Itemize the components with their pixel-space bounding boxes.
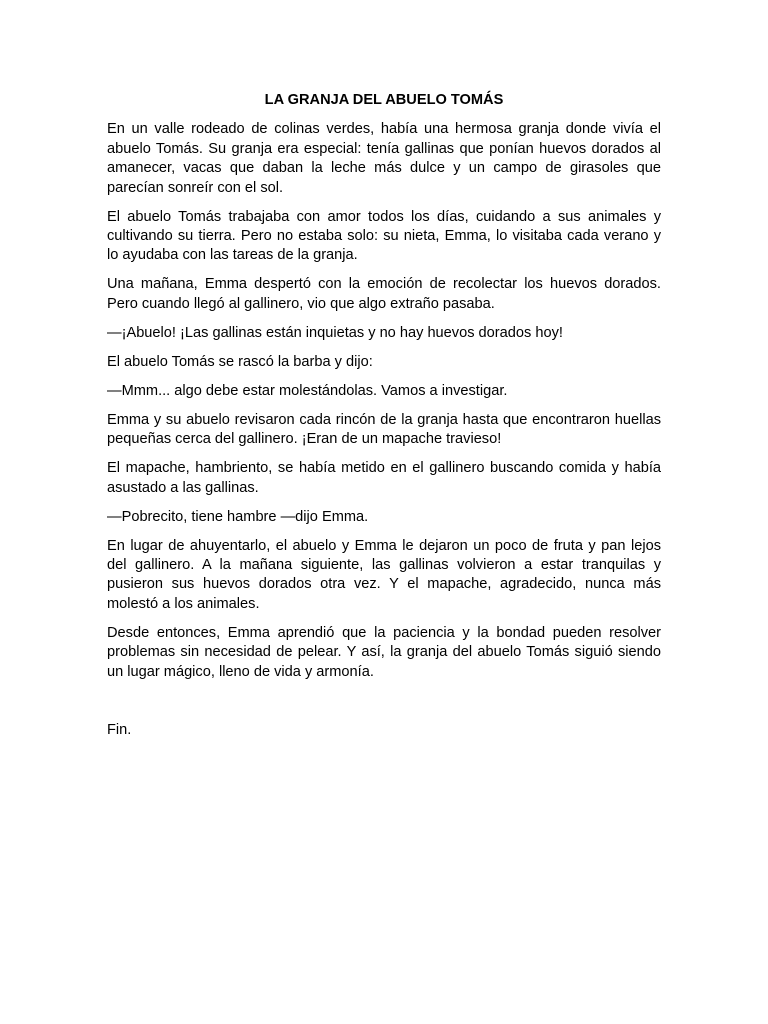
ending-text: Fin. (107, 722, 132, 739)
paragraph-6: —Mmm... algo debe estar molestándolas. Vamos a investigar. (107, 382, 508, 399)
document-title: LA GRANJA DEL ABUELO TOMÁS (264, 92, 504, 108)
paragraph-2: El abuelo Tomás trabajaba con amor todos los días, cuidando a sus animales y cultivando su tierra. Pero no estaba solo: su nieta, Emma, lo visitaba cada verano y lo ayudaba con las tareas de la granja. (107, 208, 661, 264)
paragraph-1: En un valle rodeado de colinas verdes, había una hermosa granja donde vivía el abuelo Tomás. Su granja era especial: tenía gallinas que ponían huevos dorados al amanecer, vacas que daban la leche más dulce y un campo de girasoles que parecían sonreír con el sol. (107, 121, 661, 196)
paragraph-3: Una mañana, Emma despertó con la emoción de recolectar los huevos dorados. Pero cuando llegó al gallinero, vio que algo extraño pasaba. (107, 276, 661, 312)
document-page (107, 91, 661, 741)
paragraph-10: En lugar de ahuyentarlo, el abuelo y Emma le dejaron un poco de fruta y pan lejos del gallinero. A la mañana siguiente, las gallinas volvieron a estar tranquilas y pusieron sus huevos dorados otra vez. Y el mapache, agradecido, nunca más molestó a los animales. (107, 537, 661, 612)
paragraph-9: —Pobrecito, tiene hambre —dijo Emma. (107, 508, 369, 525)
paragraph-11: Desde entonces, Emma aprendió que la paciencia y la bondad pueden resolver problemas sin necesidad de pelear. Y así, la granja del abuelo Tomás siguió siendo un lugar mágico, lleno de vida y armonía. (107, 624, 661, 680)
paragraph-4: —¡Abuelo! ¡Las gallinas están inquietas y no hay huevos dorados hoy! (107, 324, 563, 341)
paragraph-8: El mapache, hambriento, se había metido en el gallinero buscando comida y había asustado a las gallinas. (107, 460, 661, 496)
paragraph-7: Emma y su abuelo revisaron cada rincón de la granja hasta que encontraron huellas pequeñas cerca del gallinero. ¡Eran de un mapache travieso! (107, 411, 661, 448)
paragraph-5: El abuelo Tomás se rascó la barba y dijo: (107, 353, 373, 370)
